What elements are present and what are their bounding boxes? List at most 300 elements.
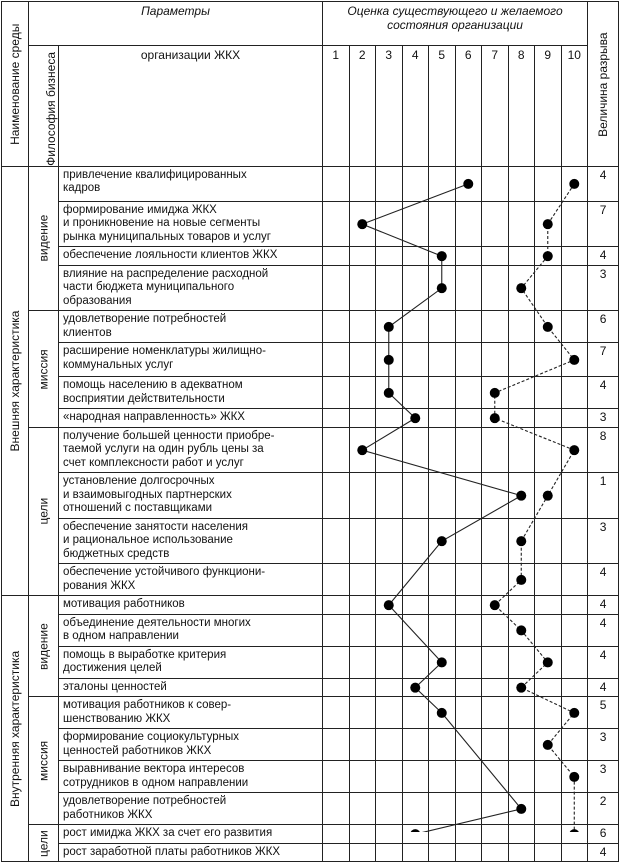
parameter-cell: рост имиджа ЖКХ за счет его развития xyxy=(59,825,323,844)
scale-header-8: 8 xyxy=(508,46,535,167)
score-cell xyxy=(376,427,403,473)
score-cell xyxy=(349,473,376,519)
parameter-cell: объединение деятельности многих в одном направлении xyxy=(59,614,323,646)
score-cell xyxy=(376,729,403,761)
score-cell xyxy=(429,564,456,596)
score-cell xyxy=(561,646,588,678)
score-cell xyxy=(402,377,429,409)
score-cell xyxy=(455,265,482,311)
group-label: цели xyxy=(29,825,59,862)
subject-header: организации ЖКХ xyxy=(59,46,323,167)
group-label: цели xyxy=(29,427,59,596)
score-cell xyxy=(482,596,509,615)
score-cell xyxy=(402,596,429,615)
assessment-header: Оценка существующего и желаемого состояния организации xyxy=(323,2,588,46)
score-cell xyxy=(376,166,403,201)
score-cell xyxy=(482,311,509,343)
score-cell xyxy=(323,729,350,761)
gap-value: 3 xyxy=(588,518,619,564)
score-cell xyxy=(455,166,482,201)
gap-value: 3 xyxy=(588,409,619,428)
parameter-cell: удовлетворение потребностей клиентов xyxy=(59,311,323,343)
score-cell xyxy=(455,409,482,428)
table-row xyxy=(2,761,619,793)
score-cell xyxy=(455,564,482,596)
score-cell xyxy=(402,247,429,266)
score-cell xyxy=(429,793,456,825)
score-cell xyxy=(535,201,562,247)
score-cell xyxy=(508,265,535,311)
table-row xyxy=(2,614,619,646)
score-cell xyxy=(402,166,429,201)
table-row xyxy=(2,596,619,615)
score-cell xyxy=(349,427,376,473)
score-cell xyxy=(349,409,376,428)
section-label: Внешняя характеристика xyxy=(2,166,29,596)
score-cell xyxy=(535,427,562,473)
table-row xyxy=(2,201,619,247)
table-row xyxy=(2,473,619,519)
score-cell xyxy=(349,564,376,596)
score-cell xyxy=(349,678,376,697)
score-cell xyxy=(402,761,429,793)
score-cell xyxy=(561,377,588,409)
parameter-cell: удовлетворение потребностей работников ЖКХ xyxy=(59,793,323,825)
score-cell xyxy=(482,793,509,825)
score-cell xyxy=(323,377,350,409)
parameter-cell: мотивация работников xyxy=(59,596,323,615)
score-cell xyxy=(349,201,376,247)
gap-value: 4 xyxy=(588,564,619,596)
score-cell xyxy=(455,427,482,473)
score-cell xyxy=(323,343,350,377)
score-cell xyxy=(482,843,509,862)
score-cell xyxy=(376,247,403,266)
score-cell xyxy=(429,614,456,646)
score-cell xyxy=(535,343,562,377)
score-cell xyxy=(349,166,376,201)
section-label: Внутренняя характеристика xyxy=(2,596,29,862)
score-cell xyxy=(535,265,562,311)
score-cell xyxy=(508,201,535,247)
score-cell xyxy=(508,697,535,729)
score-cell xyxy=(376,596,403,615)
score-cell xyxy=(508,646,535,678)
score-cell xyxy=(535,311,562,343)
score-cell xyxy=(455,793,482,825)
score-cell xyxy=(535,564,562,596)
score-cell xyxy=(561,843,588,862)
score-cell xyxy=(455,646,482,678)
parameter-cell: помощь населению в адекватном восприятии действительности xyxy=(59,377,323,409)
table-row xyxy=(2,843,619,862)
score-cell xyxy=(561,518,588,564)
score-cell xyxy=(482,825,509,844)
score-cell xyxy=(402,697,429,729)
gap-value: 6 xyxy=(588,311,619,343)
score-cell xyxy=(349,518,376,564)
score-cell xyxy=(429,265,456,311)
score-cell xyxy=(323,201,350,247)
score-cell xyxy=(508,247,535,266)
gap-value: 4 xyxy=(588,596,619,615)
gap-value: 7 xyxy=(588,201,619,247)
score-cell xyxy=(535,596,562,615)
scale-header-4: 4 xyxy=(402,46,429,167)
table-row xyxy=(2,166,619,201)
table-row xyxy=(2,343,619,377)
score-cell xyxy=(429,729,456,761)
table-row xyxy=(2,678,619,697)
table-row xyxy=(2,427,619,473)
score-cell xyxy=(429,311,456,343)
score-cell xyxy=(508,518,535,564)
score-cell xyxy=(349,343,376,377)
score-cell xyxy=(508,678,535,697)
score-cell xyxy=(429,678,456,697)
scale-header-6: 6 xyxy=(455,46,482,167)
scale-header-7: 7 xyxy=(482,46,509,167)
group-label: миссия xyxy=(29,697,59,825)
score-cell xyxy=(561,564,588,596)
score-cell xyxy=(402,265,429,311)
parameter-cell: помощь в выработке критерия достижения целей xyxy=(59,646,323,678)
gap-value: 5 xyxy=(588,697,619,729)
score-cell xyxy=(561,793,588,825)
parameter-cell: формирование имиджа ЖКХ и проникновение на новые сегменты рынка муниципальных товаров и услуг xyxy=(59,201,323,247)
gap-value: 3 xyxy=(588,265,619,311)
score-cell xyxy=(561,678,588,697)
score-cell xyxy=(535,697,562,729)
table-row xyxy=(2,825,619,844)
group-label: видение xyxy=(29,596,59,697)
score-cell xyxy=(376,265,403,311)
score-cell xyxy=(429,825,456,844)
score-cell xyxy=(482,697,509,729)
score-cell xyxy=(402,518,429,564)
score-cell xyxy=(508,564,535,596)
score-cell xyxy=(535,473,562,519)
score-cell xyxy=(323,409,350,428)
score-cell xyxy=(482,409,509,428)
score-cell xyxy=(323,697,350,729)
table-row xyxy=(2,646,619,678)
score-cell xyxy=(561,343,588,377)
parameter-cell: расширение номенклатуры жилищно- коммунальных услуг xyxy=(59,343,323,377)
score-cell xyxy=(508,596,535,615)
score-cell xyxy=(402,427,429,473)
score-cell xyxy=(429,843,456,862)
score-cell xyxy=(482,343,509,377)
score-cell xyxy=(376,825,403,844)
score-cell xyxy=(349,825,376,844)
table-row xyxy=(2,697,619,729)
score-cell xyxy=(376,473,403,519)
score-cell xyxy=(508,761,535,793)
score-cell xyxy=(561,596,588,615)
scale-header-10: 10 xyxy=(561,46,588,167)
score-cell xyxy=(402,729,429,761)
gap-value: 1 xyxy=(588,473,619,519)
parameter-cell: установление долгосрочных и взаимовыгодных партнерских отношений с поставщиками xyxy=(59,473,323,519)
score-cell xyxy=(376,678,403,697)
gap-value: 6 xyxy=(588,825,619,844)
score-cell xyxy=(455,201,482,247)
score-cell xyxy=(402,409,429,428)
score-cell xyxy=(323,427,350,473)
score-cell xyxy=(402,843,429,862)
score-cell xyxy=(323,265,350,311)
score-cell xyxy=(535,247,562,266)
gap-value: 7 xyxy=(588,343,619,377)
score-cell xyxy=(455,247,482,266)
parameter-cell: выравнивание вектора интересов сотрудников в одном направлении xyxy=(59,761,323,793)
table-row xyxy=(2,518,619,564)
parameter-cell: «народная направленность» ЖКХ xyxy=(59,409,323,428)
score-cell xyxy=(455,343,482,377)
score-cell xyxy=(349,265,376,311)
score-cell xyxy=(429,201,456,247)
score-cell xyxy=(455,697,482,729)
score-cell xyxy=(349,729,376,761)
score-cell xyxy=(508,793,535,825)
score-cell xyxy=(349,247,376,266)
score-cell xyxy=(402,614,429,646)
score-cell xyxy=(376,564,403,596)
score-cell xyxy=(429,518,456,564)
score-cell xyxy=(402,473,429,519)
scale-header-9: 9 xyxy=(535,46,562,167)
score-cell xyxy=(561,409,588,428)
score-cell xyxy=(455,377,482,409)
score-cell xyxy=(349,311,376,343)
score-cell xyxy=(482,729,509,761)
score-cell xyxy=(482,646,509,678)
score-cell xyxy=(323,166,350,201)
score-cell xyxy=(508,311,535,343)
score-cell xyxy=(402,311,429,343)
score-cell xyxy=(323,793,350,825)
scale-header-3: 3 xyxy=(376,46,403,167)
score-cell xyxy=(323,518,350,564)
score-cell xyxy=(455,843,482,862)
score-cell xyxy=(482,761,509,793)
score-cell xyxy=(376,311,403,343)
gap-value: 3 xyxy=(588,761,619,793)
score-cell xyxy=(429,761,456,793)
score-cell xyxy=(376,518,403,564)
score-cell xyxy=(402,793,429,825)
parameter-cell: эталоны ценностей xyxy=(59,678,323,697)
score-cell xyxy=(429,697,456,729)
parameter-cell: формирование социокультурных ценностей работников ЖКХ xyxy=(59,729,323,761)
score-cell xyxy=(455,678,482,697)
score-cell xyxy=(561,166,588,201)
table-row xyxy=(2,409,619,428)
score-cell xyxy=(402,564,429,596)
score-cell xyxy=(482,201,509,247)
gap-analysis-table xyxy=(1,1,619,862)
score-cell xyxy=(429,427,456,473)
score-cell xyxy=(376,201,403,247)
score-cell xyxy=(323,646,350,678)
score-cell xyxy=(535,761,562,793)
score-cell xyxy=(429,409,456,428)
score-cell xyxy=(508,409,535,428)
scale-header-2: 2 xyxy=(349,46,376,167)
score-cell xyxy=(508,377,535,409)
score-cell xyxy=(376,646,403,678)
parameter-cell: мотивация работников к совер- шенствованию ЖКХ xyxy=(59,697,323,729)
score-cell xyxy=(561,201,588,247)
score-cell xyxy=(349,697,376,729)
score-cell xyxy=(455,518,482,564)
score-cell xyxy=(535,825,562,844)
scale-header-1: 1 xyxy=(323,46,350,167)
score-cell xyxy=(508,729,535,761)
gap-value: 4 xyxy=(588,377,619,409)
group-label: видение xyxy=(29,166,59,311)
gap-value: 4 xyxy=(588,646,619,678)
score-cell xyxy=(482,518,509,564)
score-cell xyxy=(482,678,509,697)
score-cell xyxy=(402,646,429,678)
score-cell xyxy=(561,825,588,844)
score-cell xyxy=(535,614,562,646)
score-cell xyxy=(561,729,588,761)
score-cell xyxy=(402,825,429,844)
score-cell xyxy=(508,825,535,844)
score-cell xyxy=(429,646,456,678)
score-cell xyxy=(376,377,403,409)
score-cell xyxy=(323,761,350,793)
parameter-cell: обеспечение занятости населения и рациональное использование бюджетных средств xyxy=(59,518,323,564)
score-cell xyxy=(482,427,509,473)
score-cell xyxy=(535,646,562,678)
parameter-cell: обеспечение лояльности клиентов ЖКХ xyxy=(59,247,323,266)
gap-value: 4 xyxy=(588,678,619,697)
score-cell xyxy=(376,614,403,646)
score-cell xyxy=(455,596,482,615)
score-cell xyxy=(349,843,376,862)
score-cell xyxy=(376,793,403,825)
philosophy-header: Философия бизнеса xyxy=(29,46,59,167)
score-cell xyxy=(508,473,535,519)
group-label: миссия xyxy=(29,311,59,428)
score-cell xyxy=(323,473,350,519)
score-cell xyxy=(349,377,376,409)
score-cell xyxy=(561,427,588,473)
score-cell xyxy=(482,564,509,596)
score-cell xyxy=(535,843,562,862)
score-cell xyxy=(508,166,535,201)
score-cell xyxy=(561,265,588,311)
score-cell xyxy=(561,473,588,519)
gap-value: 4 xyxy=(588,843,619,862)
score-cell xyxy=(376,843,403,862)
gap-value: 8 xyxy=(588,427,619,473)
score-cell xyxy=(349,793,376,825)
gap-value: 4 xyxy=(588,247,619,266)
score-cell xyxy=(429,166,456,201)
gap-value: 3 xyxy=(588,729,619,761)
score-cell xyxy=(323,311,350,343)
score-cell xyxy=(482,265,509,311)
gap-value: 4 xyxy=(588,166,619,201)
table-row xyxy=(2,377,619,409)
score-cell xyxy=(323,825,350,844)
score-cell xyxy=(429,596,456,615)
parameter-cell: получение большей ценности приобре- таемой услуги на один рубль цены за счет комплексности работ и услуг xyxy=(59,427,323,473)
score-cell xyxy=(561,247,588,266)
score-cell xyxy=(323,678,350,697)
score-cell xyxy=(535,793,562,825)
parameter-cell: рост заработной платы работников ЖКХ xyxy=(59,843,323,862)
score-cell xyxy=(323,247,350,266)
table-row xyxy=(2,729,619,761)
table-row xyxy=(2,564,619,596)
score-cell xyxy=(429,247,456,266)
score-cell xyxy=(561,761,588,793)
score-cell xyxy=(323,843,350,862)
score-cell xyxy=(349,596,376,615)
score-cell xyxy=(561,697,588,729)
score-cell xyxy=(482,166,509,201)
score-cell xyxy=(455,311,482,343)
score-cell xyxy=(535,678,562,697)
parameters-header: Параметры xyxy=(29,2,323,46)
gap-value: 4 xyxy=(588,614,619,646)
score-cell xyxy=(535,166,562,201)
score-cell xyxy=(402,678,429,697)
gap-header: Величина разрыва xyxy=(588,2,619,167)
score-cell xyxy=(482,473,509,519)
score-cell xyxy=(376,343,403,377)
score-cell xyxy=(376,697,403,729)
parameter-cell: обеспечение устойчивого функциони- рования ЖКХ xyxy=(59,564,323,596)
score-cell xyxy=(455,825,482,844)
score-cell xyxy=(349,646,376,678)
score-cell xyxy=(508,343,535,377)
gap-value: 2 xyxy=(588,793,619,825)
score-cell xyxy=(349,761,376,793)
score-cell xyxy=(535,409,562,428)
score-cell xyxy=(429,473,456,519)
score-cell xyxy=(482,377,509,409)
score-cell xyxy=(455,729,482,761)
table-row xyxy=(2,247,619,266)
score-cell xyxy=(323,564,350,596)
environment-header: Наименование среды xyxy=(2,2,29,167)
table-row xyxy=(2,793,619,825)
score-cell xyxy=(402,343,429,377)
score-cell xyxy=(455,473,482,519)
score-cell xyxy=(482,247,509,266)
score-cell xyxy=(482,614,509,646)
score-cell xyxy=(508,614,535,646)
table-row xyxy=(2,311,619,343)
score-cell xyxy=(349,614,376,646)
score-cell xyxy=(429,377,456,409)
score-cell xyxy=(376,409,403,428)
score-cell xyxy=(376,761,403,793)
score-cell xyxy=(455,614,482,646)
score-cell xyxy=(535,377,562,409)
score-cell xyxy=(429,343,456,377)
score-cell xyxy=(402,201,429,247)
score-cell xyxy=(323,596,350,615)
parameter-cell: влияние на распределение расходной части бюджета муниципального образования xyxy=(59,265,323,311)
